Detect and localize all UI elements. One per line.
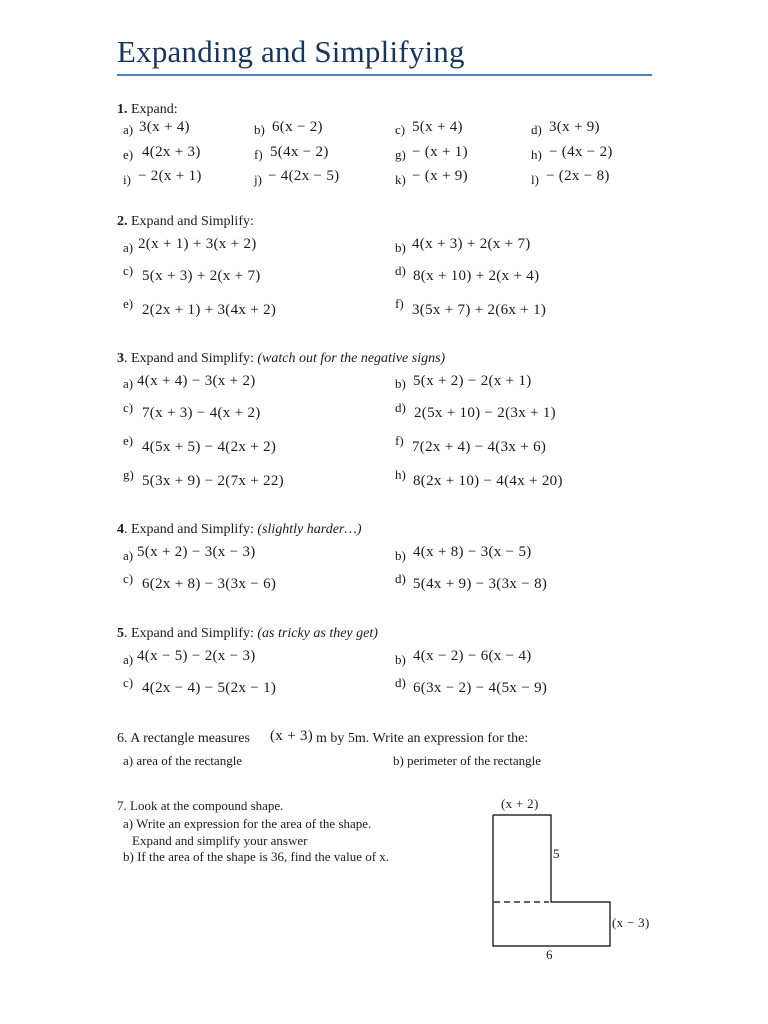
item-expression: 4(x + 8) − 3(x − 5) [413, 544, 532, 560]
item-expression: 6(2x + 8) − 3(3x − 6) [142, 576, 277, 592]
item-label: d) [395, 675, 406, 690]
question-7-part-a-instruction: Expand and simplify your answer [132, 833, 308, 848]
item-expression: 7(x + 3) − 4(x + 2) [142, 405, 261, 421]
item-expression: 5(4x + 9) − 3(3x − 8) [413, 576, 548, 592]
item-label: d) [531, 122, 542, 137]
item-expression: − 4(2x − 5) [268, 168, 340, 184]
shape-label-top: (x + 2) [501, 796, 539, 811]
question-6-part-b: b) perimeter of the rectangle [393, 753, 541, 768]
question-text: Expand and Simplify: [131, 214, 254, 229]
item-expression: − (4x − 2) [549, 144, 613, 160]
question-7-part-b: b) If the area of the shape is 36, find the value of x. [123, 849, 390, 864]
item-expression: 8(2x + 10) − 4(4x + 20) [413, 473, 563, 489]
item-label: c) [123, 571, 134, 586]
question-6-expression: (x + 3) [270, 728, 314, 744]
page-title: Expanding and Simplifying [117, 34, 465, 69]
item-label: c) [123, 400, 134, 415]
item-label: a) [123, 122, 134, 137]
shape-label-bottom: 6 [546, 947, 553, 962]
question-number: 3 [117, 351, 124, 366]
question-6-text: 6. A rectangle measures [117, 731, 250, 746]
question-text: . Expand and Simplify: [124, 626, 258, 641]
question-6-part-a: a) area of the rectangle [123, 753, 243, 768]
shape-label-right: (x − 3) [612, 915, 650, 930]
item-expression: 5(x + 3) + 2(x + 7) [142, 268, 261, 284]
item-expression: − (2x − 8) [546, 168, 610, 184]
question-number: 4 [117, 522, 124, 537]
item-label: a) [123, 548, 134, 563]
item-expression: 3(5x + 7) + 2(6x + 1) [412, 302, 547, 318]
question-7-part-a: a) Write an expression for the area of the shape. [123, 816, 372, 831]
item-expression: 7(2x + 4) − 4(3x + 6) [412, 439, 547, 455]
item-label: a) [123, 652, 134, 667]
item-label: j) [254, 172, 262, 187]
item-expression: 3(x + 4) [139, 119, 190, 135]
item-label: i) [123, 172, 131, 187]
item-label: c) [395, 122, 406, 137]
item-label: e) [123, 147, 134, 162]
item-expression: − (x + 9) [412, 168, 468, 184]
item-expression: 4(x − 5) − 2(x − 3) [137, 648, 256, 664]
item-label: b) [254, 122, 265, 137]
item-label: b) [395, 548, 406, 563]
item-expression: 2(x + 1) + 3(x + 2) [138, 236, 257, 252]
item-expression: 4(x + 3) + 2(x + 7) [412, 236, 531, 252]
item-expression: 5(x + 4) [412, 119, 463, 135]
item-expression: 5(4x − 2) [270, 144, 329, 160]
item-expression: 4(5x + 5) − 4(2x + 2) [142, 439, 277, 455]
item-label: b) [395, 652, 406, 667]
item-label: f) [254, 147, 263, 162]
item-label: a) [123, 240, 134, 255]
question-number: 1. [117, 102, 128, 117]
question-number: 5 [117, 626, 124, 641]
item-label: f) [395, 433, 404, 448]
item-expression: 3(x + 9) [549, 119, 600, 135]
question-text: Expand: [131, 102, 178, 117]
item-label: c) [123, 263, 134, 278]
item-label: g) [123, 467, 134, 482]
item-label: g) [395, 147, 406, 162]
item-expression: 6(x − 2) [272, 119, 323, 135]
question-text: . Expand and Simplify: [124, 351, 258, 366]
item-expression: 8(x + 10) + 2(x + 4) [413, 268, 540, 284]
item-expression: 2(5x + 10) − 2(3x + 1) [414, 405, 556, 421]
item-label: d) [395, 571, 406, 586]
item-label: b) [395, 376, 406, 391]
question-note: (slightly harder…) [257, 522, 362, 537]
question-7-text: 7. Look at the compound shape. [117, 798, 284, 813]
item-label: h) [531, 147, 542, 162]
item-expression: 4(2x − 4) − 5(2x − 1) [142, 680, 277, 696]
item-label: h) [395, 467, 406, 482]
item-expression: 5(3x + 9) − 2(7x + 22) [142, 473, 284, 489]
item-expression: 2(2x + 1) + 3(4x + 2) [142, 302, 277, 318]
item-label: d) [395, 400, 406, 415]
shape-label-side: 5 [553, 846, 560, 861]
item-label: c) [123, 675, 134, 690]
item-label: l) [531, 172, 539, 187]
item-label: k) [395, 172, 406, 187]
item-expression: − 2(x + 1) [138, 168, 202, 184]
question-text: . Expand and Simplify: [124, 522, 258, 537]
item-label: f) [395, 296, 404, 311]
item-expression: 6(3x − 2) − 4(5x − 9) [413, 680, 548, 696]
item-label: b) [395, 240, 406, 255]
question-note: (as tricky as they get) [257, 626, 378, 641]
item-label: e) [123, 433, 134, 448]
item-label: a) [123, 376, 134, 391]
question-note: (watch out for the negative signs) [257, 351, 446, 366]
item-expression: 4(x − 2) − 6(x − 4) [413, 648, 532, 664]
question-number: 2. [117, 214, 128, 229]
item-expression: 4(2x + 3) [142, 144, 201, 160]
item-expression: 5(x + 2) − 3(x − 3) [137, 544, 256, 560]
item-label: e) [123, 296, 134, 311]
question-6-text-continued: m by 5m. Write an expression for the: [316, 731, 529, 746]
item-label: d) [395, 263, 406, 278]
item-expression: − (x + 1) [412, 144, 468, 160]
item-expression: 4(x + 4) − 3(x + 2) [137, 373, 256, 389]
item-expression: 5(x + 2) − 2(x + 1) [413, 373, 532, 389]
